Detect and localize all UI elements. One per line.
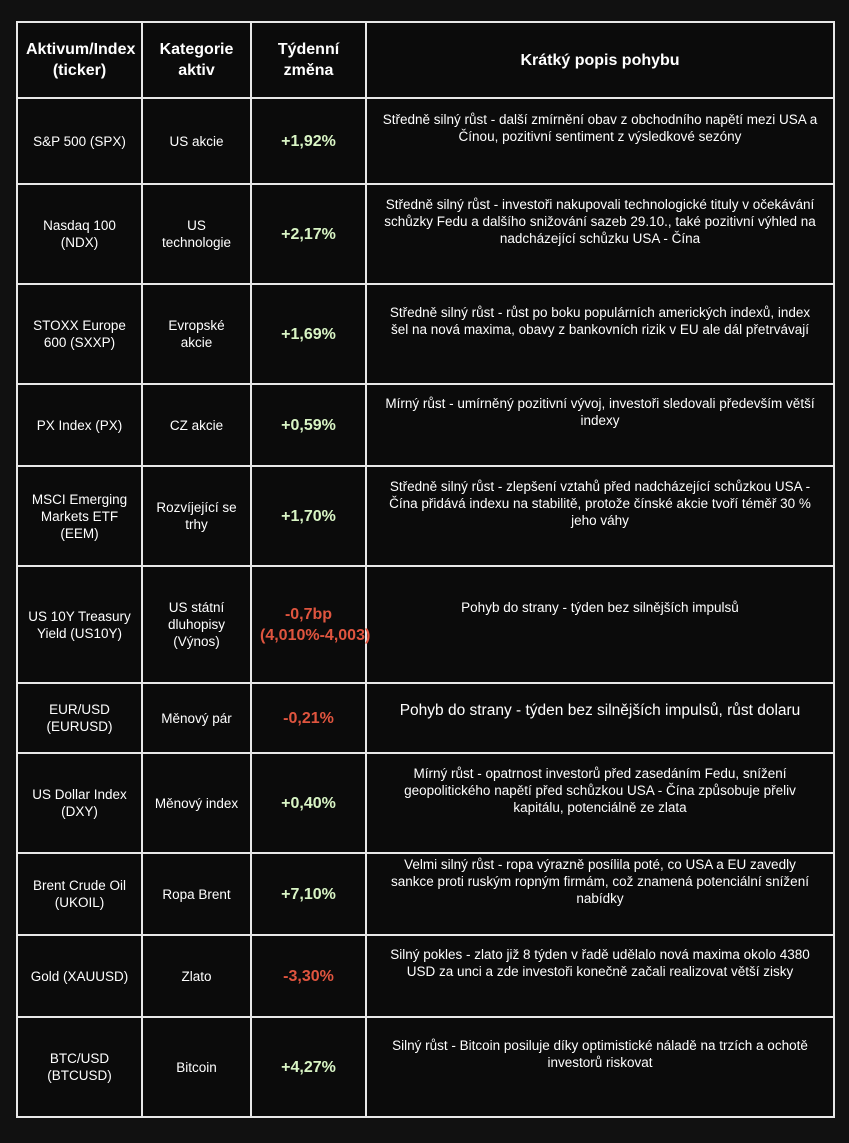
change-cell: +1,92% xyxy=(251,98,366,184)
asset-cell: BTC/USD (BTCUSD) xyxy=(17,1017,142,1117)
change-cell: -0,21% xyxy=(251,683,366,753)
category-cell: Bitcoin xyxy=(142,1017,251,1117)
table-row xyxy=(17,184,834,284)
header-description: Krátký popis pohybu xyxy=(366,22,834,98)
category-cell: US státní dluhopisy (Výnos) xyxy=(142,566,251,683)
change-cell: +1,69% xyxy=(251,284,366,384)
description-cell xyxy=(366,384,834,466)
description-cell xyxy=(366,566,834,683)
description-text: Silný růst - Bitcoin posiluje díky optimistické náladě na trzích a ochotě investorů riskovat xyxy=(392,1038,808,1070)
category-cell: US technologie xyxy=(142,184,251,284)
category-cell: Měnový index xyxy=(142,753,251,853)
category-cell: Ropa Brent xyxy=(142,853,251,935)
asset-cell: MSCI Emerging Markets ETF (EEM) xyxy=(17,466,142,566)
asset-cell: US 10Y Treasury Yield (US10Y) xyxy=(17,566,142,683)
table-row xyxy=(17,98,834,184)
description-text: Středně silný růst - růst po boku populárních amerických indexů, index šel na nová maxima, obavy z bankovních rizik v EU ale dál přetrvávají xyxy=(389,305,811,337)
asset-cell: PX Index (PX) xyxy=(17,384,142,466)
table-row xyxy=(17,683,834,753)
header-row xyxy=(17,22,834,98)
category-cell: Zlato xyxy=(142,935,251,1017)
change-cell: -3,30% xyxy=(251,935,366,1017)
table-row xyxy=(17,384,834,466)
table-row xyxy=(17,284,834,384)
description-text: Velmi silný růst - ropa výrazně posílila poté, co USA a EU zavedly sankce proti ruským ropným firmám, což znamená potenciální snížení nabídky xyxy=(391,856,809,906)
description-cell xyxy=(366,184,834,284)
table-row xyxy=(17,466,834,566)
table-row xyxy=(17,935,834,1017)
header-asset: Aktivum/Index (ticker) xyxy=(17,22,142,98)
change-cell: +7,10% xyxy=(251,853,366,935)
category-cell: CZ akcie xyxy=(142,384,251,466)
description-text: Pohyb do strany - týden bez silnějších impulsů xyxy=(461,599,739,615)
description-text: Středně silný růst - zlepšení vztahů před nadcházející schůzkou USA - Čína přidává indexu na stabilitě, protože čínské akcie tvoří téměř 30 % jeho váhy xyxy=(389,478,811,528)
description-cell xyxy=(366,98,834,184)
header-change: Týdenní změna xyxy=(251,22,366,98)
description-cell xyxy=(366,853,834,935)
asset-cell: EUR/USD (EURUSD) xyxy=(17,683,142,753)
description-text: Středně silný růst - další zmírnění obav z obchodního napětí mezi USA a Čínou, pozitivní sentiment z výsledkové sezóny xyxy=(382,112,818,144)
category-cell: Evropské akcie xyxy=(142,284,251,384)
description-cell xyxy=(366,466,834,566)
change-cell: +2,17% xyxy=(251,184,366,284)
table-row xyxy=(17,1017,834,1117)
weekly-market-table xyxy=(16,21,835,1118)
description-cell xyxy=(366,753,834,853)
description-cell xyxy=(366,935,834,1017)
change-cell: +0,40% xyxy=(251,753,366,853)
asset-cell: US Dollar Index (DXY) xyxy=(17,753,142,853)
asset-cell: Gold (XAUUSD) xyxy=(17,935,142,1017)
asset-cell: STOXX Europe 600 (SXXP) xyxy=(17,284,142,384)
table-row xyxy=(17,853,834,935)
asset-cell: S&P 500 (SPX) xyxy=(17,98,142,184)
table-row xyxy=(17,566,834,683)
description-cell xyxy=(366,1017,834,1117)
description-cell xyxy=(366,284,834,384)
category-cell: Měnový pár xyxy=(142,683,251,753)
asset-cell: Nasdaq 100 (NDX) xyxy=(17,184,142,284)
category-cell: Rozvíjející se trhy xyxy=(142,466,251,566)
description-text: Pohyb do strany - týden bez silnějších impulsů, růst dolaru xyxy=(399,701,801,719)
description-text: Mírný růst - umírněný pozitivní vývoj, investoři sledovali především větší indexy xyxy=(385,396,815,428)
change-cell: -0,7bp (4,010%-4,003) xyxy=(251,566,366,683)
description-text: Mírný růst - opatrnost investorů před zasedáním Fedu, snížení geopolitického napětí před schůzkou USA - Čína způsobuje přeliv kapitálu, potenciálně ze zlata xyxy=(404,765,796,815)
asset-cell: Brent Crude Oil (UKOIL) xyxy=(17,853,142,935)
header-category: Kategorie aktiv xyxy=(142,22,251,98)
change-cell: +0,59% xyxy=(251,384,366,466)
description-text: Středně silný růst - investoři nakupovali technologické tituly v očekávání schůzky Fedu a dalšího snižování sazeb 29.10., také pozitivní výhled na nadcházející schůzku USA - Čína xyxy=(384,196,816,246)
change-cell: +1,70% xyxy=(251,466,366,566)
change-cell: +4,27% xyxy=(251,1017,366,1117)
category-cell: US akcie xyxy=(142,98,251,184)
table-row xyxy=(17,753,834,853)
description-cell xyxy=(366,683,834,753)
description-text: Silný pokles - zlato již 8 týden v řadě udělalo nová maxima okolo 4380 USD za unci a zde investoři konečně začali realizovat větší zisky xyxy=(390,947,810,979)
